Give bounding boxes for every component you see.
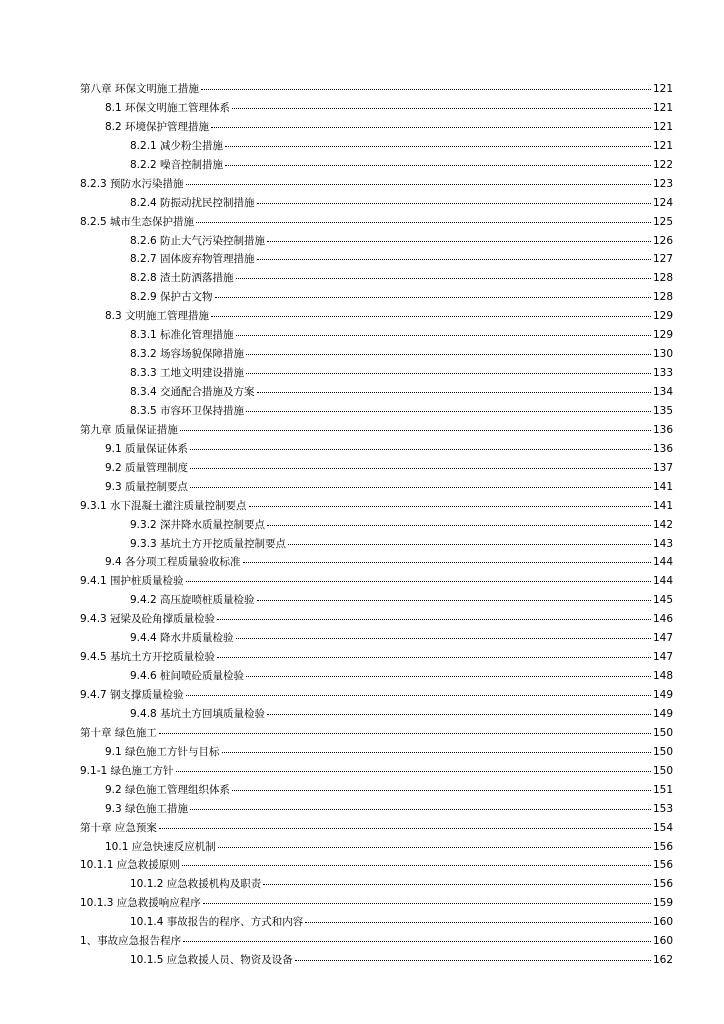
toc-dot-leader [305, 921, 651, 923]
toc-entry-page-number: 123 [652, 177, 673, 190]
toc-entry-page-number: 121 [652, 83, 673, 95]
toc-entry-title: 9.4.2 高压旋喷桩质量检验 [130, 594, 255, 607]
toc-entry-page-number: 145 [652, 594, 673, 607]
toc-dot-leader [263, 883, 651, 885]
toc-entry-page-number: 142 [652, 518, 673, 531]
toc-entry-title: 8.3.1 标准化管理措施 [130, 329, 234, 342]
toc-entry-page-number: 162 [652, 954, 673, 967]
toc-entry-title: 10.1.5 应急救援人员、物资及设备 [130, 954, 293, 967]
toc-dot-leader [246, 675, 651, 677]
toc-dot-leader [236, 637, 651, 639]
toc-dot-leader [246, 410, 651, 412]
toc-entry-page-number: 130 [652, 348, 673, 361]
toc-entry-page-number: 160 [652, 916, 673, 929]
toc-entry-title: 第十章 应急预案 [80, 821, 157, 834]
toc-entry-page-number: 147 [652, 632, 673, 645]
toc-dot-leader [257, 599, 651, 601]
toc-entry[interactable] [80, 648, 673, 667]
toc-entry-title: 8.2.6 防止大气污染控制措施 [130, 234, 266, 247]
toc-entry-title: 8.3.2 场容场貌保障措施 [130, 348, 245, 361]
toc-entry-title: 8.2.3 预防水污染措施 [80, 177, 184, 190]
toc-entry-title: 1、事故应急报告程序 [80, 935, 182, 948]
toc-entry[interactable] [80, 667, 673, 686]
toc-entry-title: 8.2.8 渣土防洒落措施 [130, 272, 234, 285]
toc-dot-leader [236, 334, 651, 336]
toc-entry-page-number: 128 [652, 272, 673, 285]
toc-dot-leader [267, 713, 651, 715]
toc-dot-leader [232, 789, 651, 791]
toc-entry-page-number: 128 [652, 291, 673, 304]
toc-entry-page-number: 160 [652, 935, 673, 948]
toc-dot-leader [217, 656, 651, 658]
toc-entry-title: 9.4.8 基坑土方回填质量检验 [130, 707, 266, 720]
toc-entry-title: 10.1 应急快速反应机制 [105, 840, 216, 853]
toc-entry-title: 8.2.2 噪音控制措施 [130, 158, 224, 171]
toc-entry[interactable] [80, 175, 673, 194]
toc-entry[interactable] [80, 516, 673, 535]
toc-dot-leader [180, 429, 651, 431]
toc-entry[interactable] [80, 951, 673, 970]
toc-dot-leader [186, 694, 651, 696]
toc-entry-page-number: 121 [652, 101, 673, 114]
toc-entry-title: 第十章 绿色施工 [80, 726, 157, 739]
toc-entry[interactable] [80, 856, 673, 875]
toc-dot-leader [218, 846, 651, 848]
toc-entry-page-number: 156 [652, 878, 673, 891]
toc-entry[interactable] [80, 913, 673, 932]
toc-entry-title: 8.3 文明施工管理措施 [105, 310, 210, 323]
toc-entry[interactable] [80, 535, 673, 554]
toc-dot-leader [159, 732, 651, 734]
toc-entry-page-number: 122 [652, 158, 673, 171]
toc-entry-title: 8.3.5 市容环卫保持措施 [130, 404, 245, 417]
toc-entry-page-number: 151 [652, 783, 673, 796]
toc-entry-page-number: 141 [652, 480, 673, 493]
toc-entry[interactable] [80, 288, 673, 307]
toc-entry-page-number: 136 [652, 442, 673, 455]
toc-entry-page-number: 144 [652, 575, 673, 588]
toc-dot-leader [186, 183, 651, 185]
toc-dot-leader [183, 940, 651, 942]
toc-entry[interactable] [80, 118, 673, 137]
toc-entry-page-number: 124 [652, 196, 673, 209]
toc-entry[interactable] [80, 99, 673, 118]
toc-dot-leader [295, 959, 651, 961]
toc-entry-page-number: 159 [652, 897, 673, 910]
toc-entry-page-number: 150 [652, 764, 673, 777]
toc-entry-title: 9.3 绿色施工措施 [105, 802, 189, 815]
toc-entry-title: 8.2.4 防振动扰民控制措施 [130, 196, 255, 209]
toc-dot-leader [182, 864, 651, 866]
toc-entry[interactable] [80, 269, 673, 288]
toc-dot-leader [176, 770, 651, 772]
toc-entry[interactable] [80, 781, 673, 800]
toc-entry-page-number: 121 [652, 120, 673, 133]
toc-entry-title: 9.4.1 围护桩质量检验 [80, 575, 184, 588]
toc-entry[interactable] [80, 80, 673, 99]
toc-dot-leader [257, 202, 651, 204]
table-of-contents [80, 80, 673, 970]
toc-dot-leader [190, 486, 651, 488]
toc-entry[interactable] [80, 156, 673, 175]
toc-entry-page-number: 150 [652, 726, 673, 739]
toc-entry-title: 9.3.3 基坑土方开挖质量控制要点 [130, 537, 287, 550]
toc-entry-title: 8.2 环境保护管理措施 [105, 120, 210, 133]
toc-entry-page-number: 129 [652, 310, 673, 323]
toc-entry[interactable] [80, 894, 673, 913]
toc-dot-leader [225, 164, 651, 166]
toc-entry[interactable] [80, 250, 673, 269]
toc-entry-title: 9.2 质量管理制度 [105, 461, 189, 474]
toc-entry-page-number: 143 [652, 537, 673, 550]
toc-entry-page-number: 150 [652, 745, 673, 758]
toc-entry[interactable] [80, 383, 673, 402]
toc-dot-leader [203, 902, 651, 904]
toc-dot-leader [232, 107, 651, 109]
toc-entry-page-number: 135 [652, 404, 673, 417]
toc-entry[interactable] [80, 932, 673, 951]
toc-dot-leader [267, 524, 651, 526]
toc-dot-leader [159, 827, 651, 829]
toc-entry-title: 8.2.5 城市生态保护措施 [80, 215, 195, 228]
toc-entry-title: 8.3.3 工地文明建设措施 [130, 367, 245, 380]
toc-entry-title: 9.4.4 降水井质量检验 [130, 632, 234, 645]
toc-entry-title: 9.4.5 基坑土方开挖质量检验 [80, 651, 216, 664]
toc-dot-leader [217, 618, 651, 620]
toc-entry-page-number: 148 [652, 670, 673, 683]
toc-dot-leader [215, 296, 651, 298]
toc-entry[interactable] [80, 724, 673, 743]
toc-entry-title: 9.3.1 水下混凝土灌注质量控制要点 [80, 499, 247, 512]
toc-entry-title: 8.2.9 保护古文物 [130, 291, 213, 304]
toc-dot-leader [190, 467, 651, 469]
toc-entry-title: 9.3.2 深井降水质量控制要点 [130, 518, 266, 531]
toc-entry[interactable] [80, 307, 673, 326]
toc-entry-page-number: 127 [652, 253, 673, 266]
toc-dot-leader [246, 353, 651, 355]
toc-dot-leader [249, 505, 651, 507]
toc-dot-leader [211, 126, 651, 128]
toc-entry-page-number: 137 [652, 461, 673, 474]
toc-dot-leader [288, 543, 651, 545]
toc-entry[interactable] [80, 875, 673, 894]
toc-entry-title: 10.1.3 应急救援响应程序 [80, 897, 201, 910]
toc-entry-page-number: 154 [652, 821, 673, 834]
toc-entry-page-number: 126 [652, 234, 673, 247]
toc-entry[interactable] [80, 629, 673, 648]
toc-entry[interactable] [80, 137, 673, 156]
toc-entry[interactable] [80, 364, 673, 383]
toc-entry-page-number: 153 [652, 802, 673, 815]
toc-entry-title: 第八章 环保文明施工措施 [80, 83, 199, 95]
toc-entry-title: 8.3.4 交通配合措施及方案 [130, 386, 255, 398]
toc-entry-title: 10.1.1 应急救援原则 [80, 859, 180, 872]
toc-entry[interactable] [80, 610, 673, 629]
toc-dot-leader [225, 145, 651, 147]
toc-entry[interactable] [80, 743, 673, 762]
toc-entry-page-number: 146 [652, 613, 673, 626]
toc-dot-leader [201, 88, 651, 90]
toc-entry[interactable] [80, 194, 673, 213]
toc-entry[interactable] [80, 553, 673, 572]
toc-entry[interactable] [80, 440, 673, 459]
toc-entry-title: 9.4.7 钢支撑质量检验 [80, 689, 184, 701]
toc-entry-page-number: 149 [652, 689, 673, 701]
toc-entry-title: 9.1 质量保证体系 [105, 442, 189, 455]
toc-entry[interactable] [80, 232, 673, 251]
toc-entry[interactable] [80, 402, 673, 421]
toc-entry-page-number: 149 [652, 707, 673, 720]
toc-entry-title: 9.1-1 绿色施工方针 [80, 764, 174, 777]
toc-entry[interactable] [80, 497, 673, 516]
toc-entry-title: 9.4 各分项工程质量验收标准 [105, 556, 241, 569]
toc-entry-page-number: 144 [652, 556, 673, 569]
toc-entry-page-number: 136 [652, 423, 673, 436]
toc-entry[interactable] [80, 421, 673, 440]
toc-entry-title: 10.1.4 事故报告的程序、方式和内容 [130, 916, 304, 929]
toc-entry-page-number: 133 [652, 367, 673, 380]
toc-entry[interactable] [80, 819, 673, 838]
toc-entry-page-number: 121 [652, 139, 673, 152]
toc-entry-title: 9.4.3 冠梁及砼角撑质量检验 [80, 613, 216, 626]
toc-entry[interactable] [80, 213, 673, 232]
toc-entry[interactable] [80, 762, 673, 781]
toc-entry[interactable] [80, 572, 673, 591]
toc-entry[interactable] [80, 686, 673, 705]
toc-dot-leader [257, 258, 651, 260]
toc-dot-leader [243, 561, 651, 563]
toc-entry-title: 9.2 绿色施工管理组织体系 [105, 783, 231, 796]
toc-dot-leader [246, 372, 651, 374]
toc-entry-title: 9.4.6 桩间喷砼质量检验 [130, 670, 245, 683]
toc-dot-leader [236, 277, 651, 279]
toc-entry-page-number: 147 [652, 651, 673, 664]
toc-entry-page-number: 129 [652, 329, 673, 342]
toc-entry[interactable] [80, 345, 673, 364]
toc-dot-leader [196, 221, 651, 223]
toc-entry-title: 10.1.2 应急救援机构及职责 [130, 878, 262, 891]
toc-entry[interactable] [80, 459, 673, 478]
toc-entry-title: 9.3 质量控制要点 [105, 480, 189, 493]
toc-entry-title: 9.1 绿色施工方针与目标 [105, 745, 220, 758]
toc-entry-page-number: 134 [652, 386, 673, 398]
toc-dot-leader [211, 315, 651, 317]
toc-entry[interactable] [80, 838, 673, 857]
toc-entry-title: 8.1 环保文明施工管理体系 [105, 101, 231, 114]
toc-entry[interactable] [80, 326, 673, 345]
toc-entry-page-number: 156 [652, 859, 673, 872]
toc-entry[interactable] [80, 800, 673, 819]
toc-dot-leader [257, 391, 651, 393]
toc-entry-page-number: 125 [652, 215, 673, 228]
toc-entry-page-number: 141 [652, 499, 673, 512]
toc-dot-leader [190, 448, 651, 450]
toc-entry-title: 第九章 质量保证措施 [80, 423, 178, 436]
toc-dot-leader [267, 240, 651, 242]
toc-entry[interactable] [80, 478, 673, 497]
toc-dot-leader [190, 808, 651, 810]
toc-entry-title: 8.2.1 减少粉尘措施 [130, 139, 224, 152]
toc-dot-leader [186, 580, 651, 582]
toc-entry[interactable] [80, 705, 673, 724]
toc-entry[interactable] [80, 591, 673, 610]
toc-dot-leader [222, 751, 651, 753]
toc-entry-title: 8.2.7 固体废弃物管理措施 [130, 253, 255, 266]
toc-entry-page-number: 156 [652, 840, 673, 853]
